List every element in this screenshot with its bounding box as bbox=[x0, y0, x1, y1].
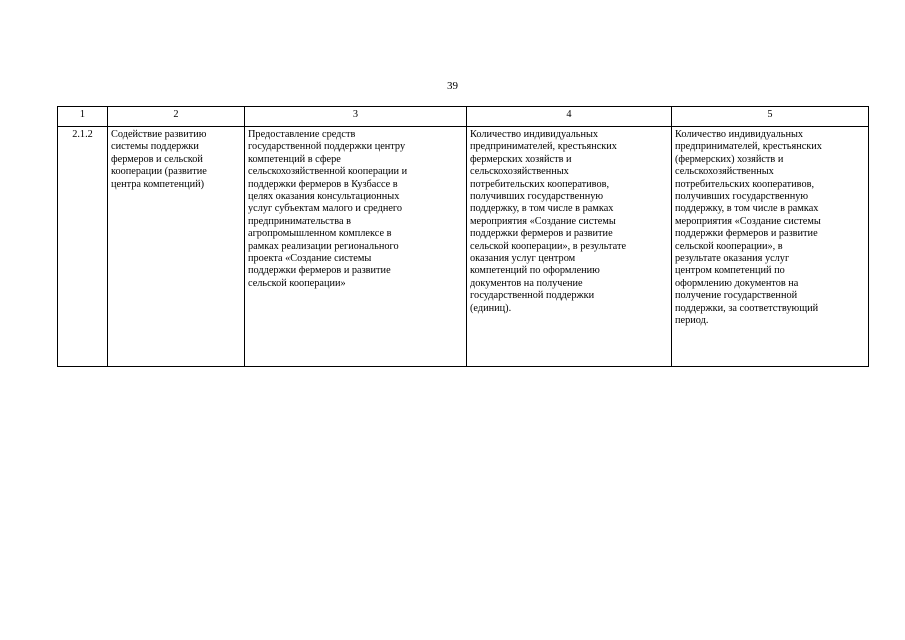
column-header-4: 4 bbox=[467, 107, 672, 127]
column-header-5: 5 bbox=[672, 107, 869, 127]
table-header bbox=[58, 107, 869, 127]
column-header-2: 2 bbox=[108, 107, 245, 127]
page-number: 39 bbox=[447, 80, 458, 92]
header-row bbox=[58, 107, 869, 127]
cell-measure-description: Предоставление средств государственной поддержки центру компетенций в сфере сельскохозяйственной кооперации и поддержки фермеров в Кузбассе в целях оказания консультационных услуг субъектам малого и среднего предпринимательства в агропромышленном комплексе в рамках реализации регионального проекта «Создание системы поддержки фермеров и развитие сельской кооперации» bbox=[245, 127, 467, 367]
measures-table bbox=[57, 106, 869, 367]
cell-indicator: Количество индивидуальных предпринимателей, крестьянских фермерских хозяйств и сельскохозяйственных потребительских кооперативов, получивших государственную поддержку, в том числе в рамках мероприятия «Создание системы поддержки фермеров и развитие сельской кооперации», в результате оказания услуг центром компетенций по оформлению документов на получение государственной поддержки (единиц). bbox=[467, 127, 672, 367]
cell-item-number: 2.1.2 bbox=[58, 127, 108, 367]
cell-indicator-period: Количество индивидуальных предпринимателей, крестьянских (фермерских) хозяйств и сельскохозяйственных потребительских кооперативов, получивших государственную поддержку, в том числе в рамках мероприятия «Создание системы поддержки фермеров и развитие сельской кооперации», в результате оказания услуг центром компетенций по оформлению документов на получение государственной поддержки, за соответствующий период. bbox=[672, 127, 869, 367]
column-header-3: 3 bbox=[245, 107, 467, 127]
column-header-1: 1 bbox=[58, 107, 108, 127]
table-row bbox=[58, 127, 869, 367]
cell-measure-name: Содействие развитию системы поддержки фермеров и сельской кооперации (развитие центра компетенций) bbox=[108, 127, 245, 367]
